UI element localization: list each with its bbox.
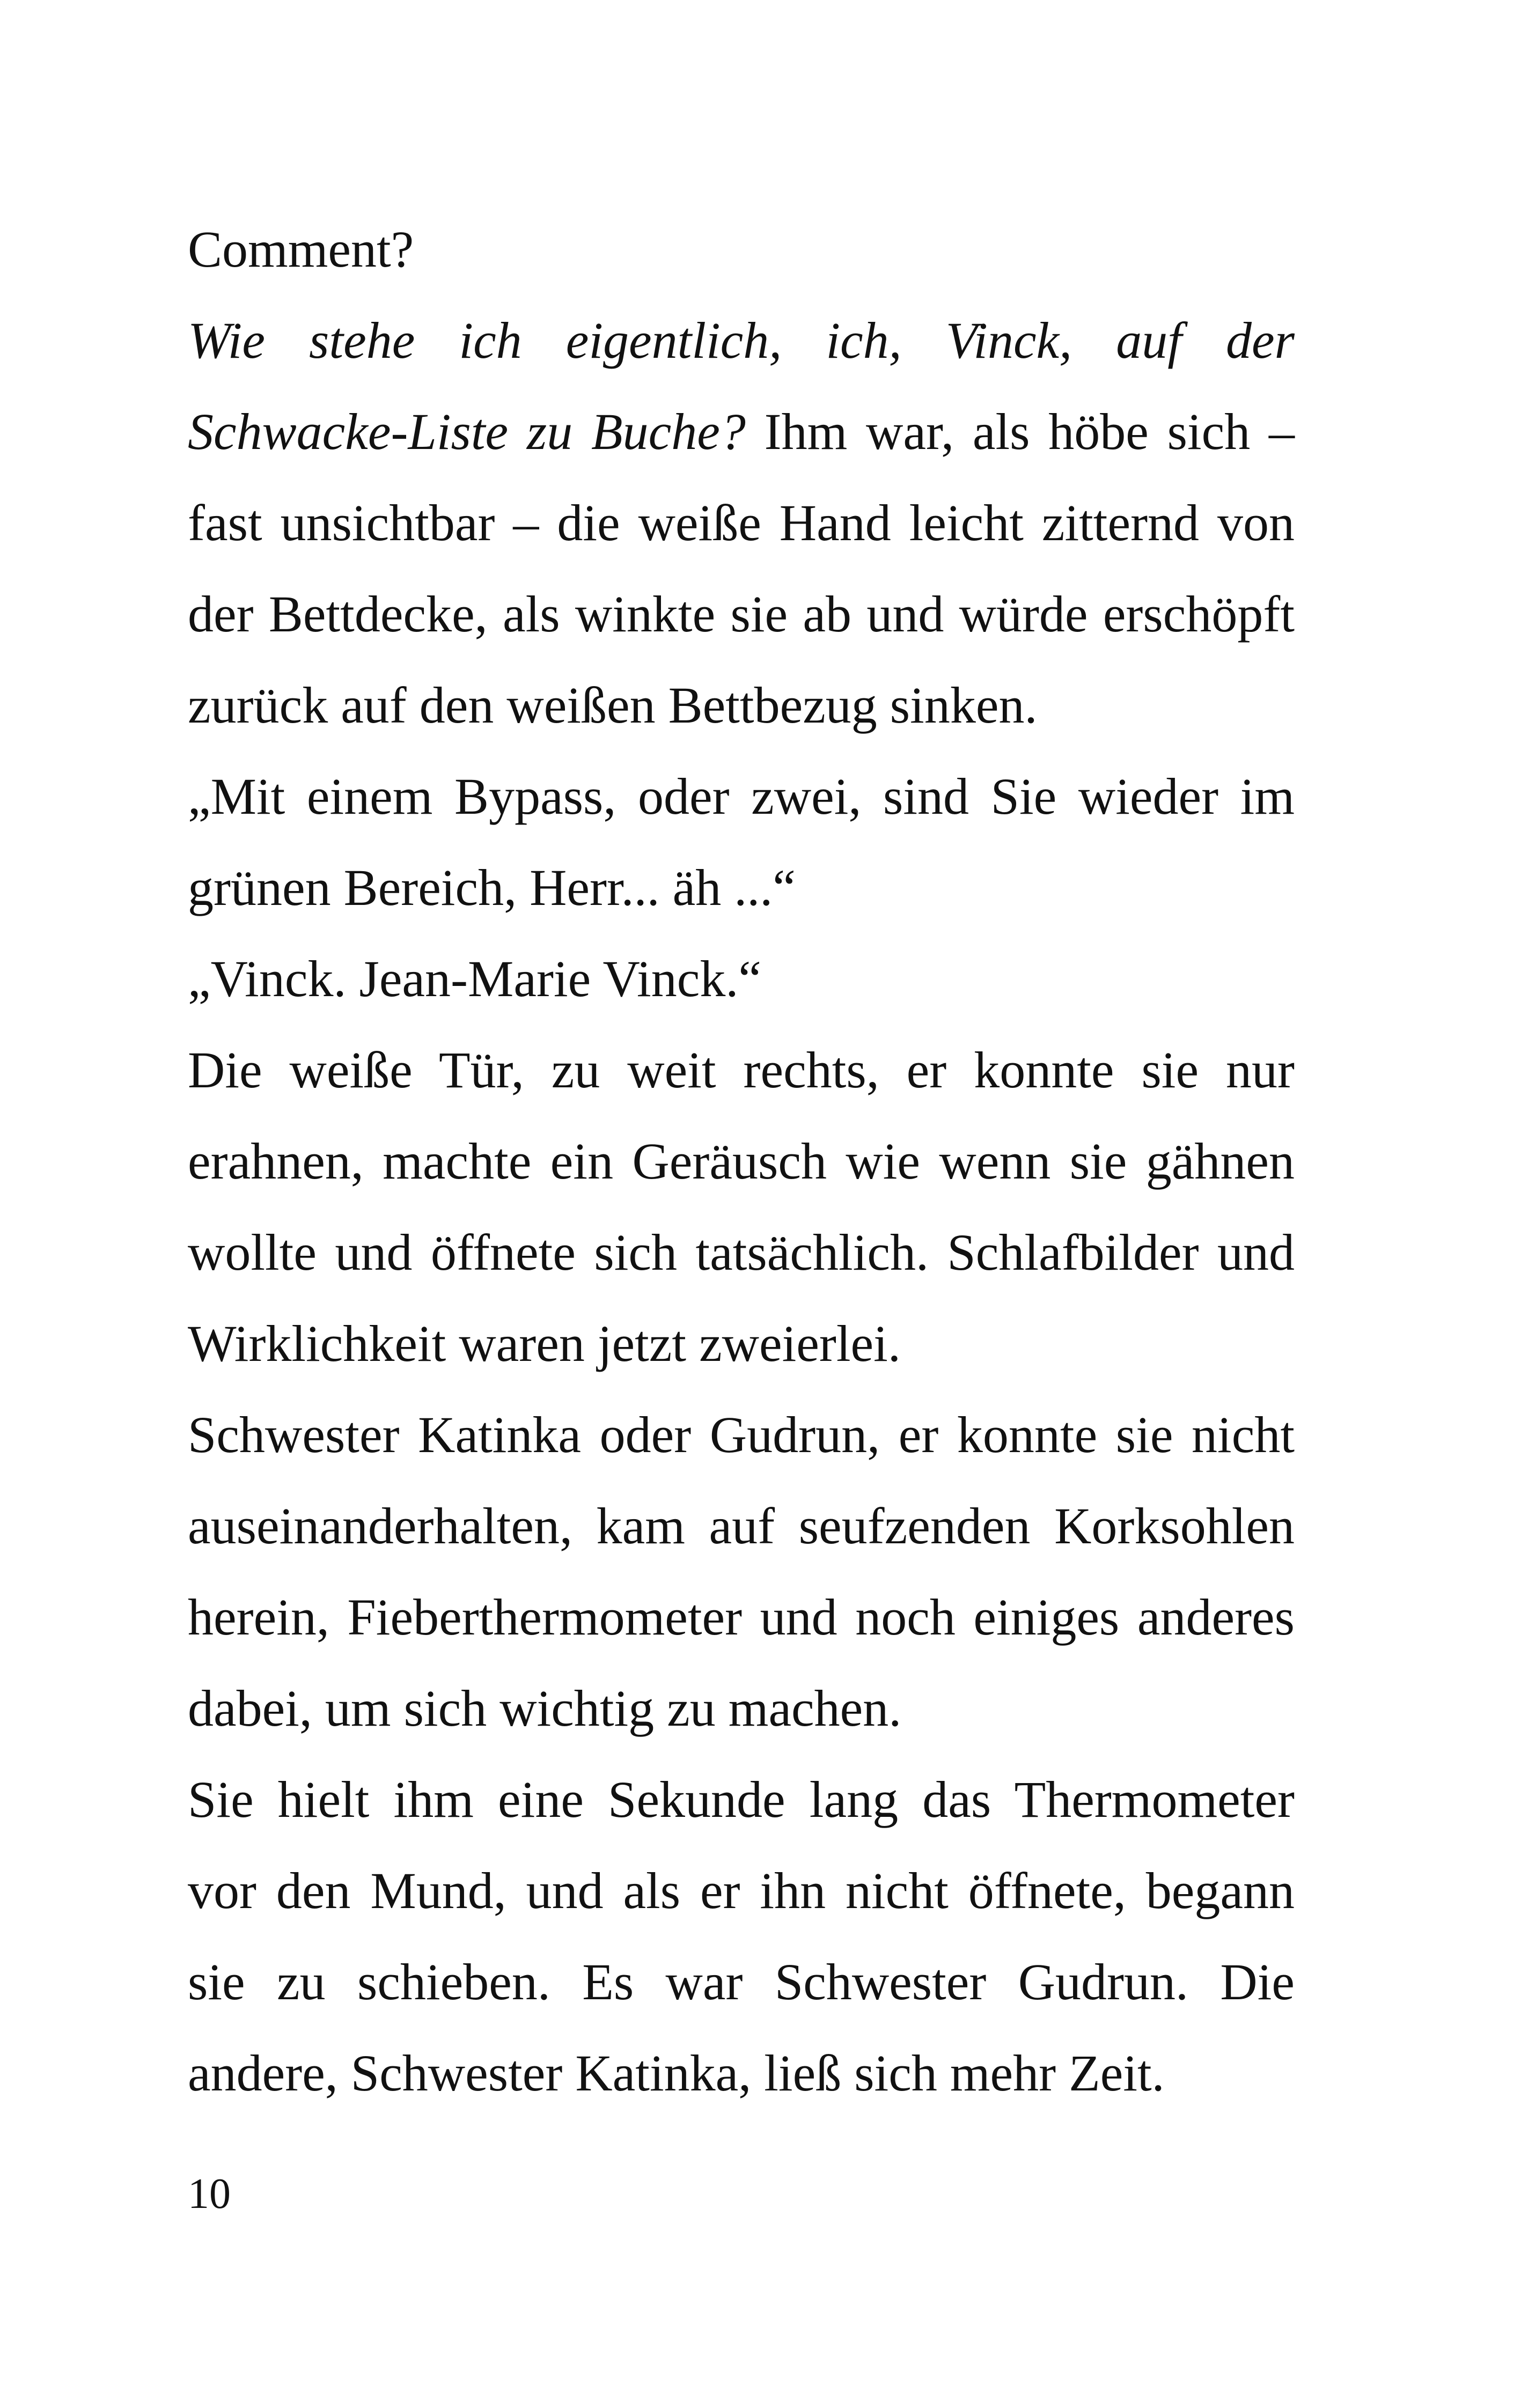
body-text [188, 204, 1295, 2119]
text-line: wollte und öffnete sich tatsächlich. Schlafbilder und [188, 1224, 1295, 1281]
text-line: auseinanderhalten, kam auf seufzenden Korksohlen [188, 1497, 1295, 1555]
text-line: vor den Mund, und als er ihn nicht öffnete, begann [188, 1862, 1295, 1919]
text-line: erahnen, machte ein Geräusch wie wenn sie gähnen [188, 1132, 1295, 1190]
text-line: fast unsichtbar – die weiße Hand leicht zitternd von [188, 494, 1295, 551]
page-number: 10 [188, 2170, 231, 2218]
text-line: Die weiße Tür, zu weit rechts, er konnte sie nur [188, 1041, 1295, 1099]
text-line: dabei, um sich wichtig zu machen. [188, 1680, 902, 1737]
text-line: Comment? [188, 220, 414, 278]
text-line: Wirklichkeit waren jetzt zweierlei. [188, 1315, 901, 1372]
text-line: „Mit einem Bypass, oder zwei, sind Sie wieder im [188, 768, 1295, 825]
text-line: Wie stehe ich eigentlich, ich, Vinck, auf der [188, 312, 1295, 369]
text-line: grünen Bereich, Herr... äh ...“ [188, 859, 796, 916]
text-line: Schwester Katinka oder Gudrun, er konnte sie nicht [188, 1406, 1295, 1463]
text-line: Schwacke-Liste zu Buche? Ihm war, als höbe sich – [188, 403, 1295, 460]
text-line: „Vinck. Jean-Marie Vinck.“ [188, 950, 761, 1007]
text-line: sie zu schieben. Es war Schwester Gudrun. Die [188, 1953, 1295, 2011]
text-line: zurück auf den weißen Bettbezug sinken. [188, 676, 1038, 734]
text-line: herein, Fieberthermometer und noch einiges anderes [188, 1588, 1295, 1646]
text-line: andere, Schwester Katinka, ließ sich mehr Zeit. [188, 2044, 1165, 2102]
text-line: der Bettdecke, als winkte sie ab und würde erschöpft [188, 585, 1295, 643]
text-line: Sie hielt ihm eine Sekunde lang das Thermometer [188, 1771, 1295, 1828]
